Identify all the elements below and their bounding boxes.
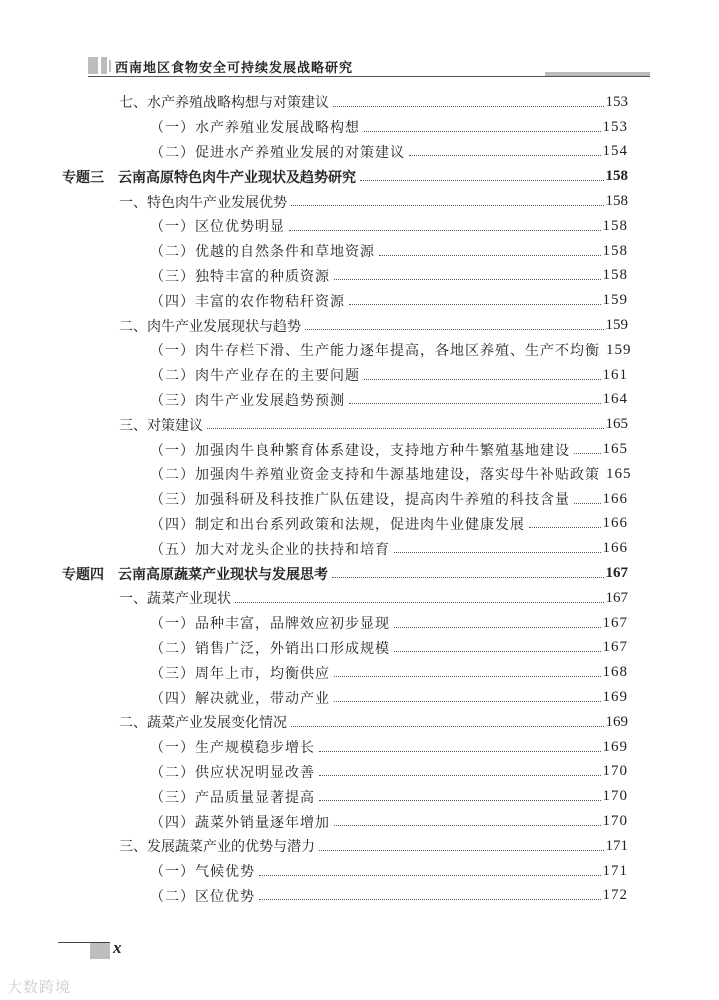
toc-entry-title: （一）品种丰富，品牌效应初步显现 bbox=[150, 616, 390, 633]
toc-entry[interactable] bbox=[150, 685, 628, 710]
dot-leader bbox=[394, 552, 601, 553]
toc-entry-title: （二）销售广泛，外销出口形成规模 bbox=[150, 640, 390, 657]
toc-entry-title: （一）肉牛存栏下滑、生产能力逐年提高，各地区养殖、生产不均衡 bbox=[150, 343, 600, 360]
dot-leader bbox=[364, 379, 601, 380]
toc-entry-page: 158 bbox=[605, 193, 628, 210]
toc-entry[interactable] bbox=[150, 338, 632, 363]
dot-leader bbox=[409, 155, 601, 156]
dot-leader bbox=[334, 676, 601, 677]
toc-entry-page: 166 bbox=[602, 490, 628, 507]
toc-entry[interactable] bbox=[150, 859, 628, 884]
toc-entry-page: 171 bbox=[602, 862, 628, 879]
toc-entry-page: 169 bbox=[605, 713, 628, 730]
dot-leader bbox=[379, 255, 601, 256]
toc-entry-page: 170 bbox=[602, 813, 628, 830]
toc-entry-title: （一）区位优势明显 bbox=[150, 219, 285, 236]
header-rule bbox=[88, 76, 650, 77]
toc-entry[interactable] bbox=[150, 462, 632, 487]
toc-entry-page: 167 bbox=[602, 614, 628, 631]
dot-leader bbox=[574, 503, 601, 504]
dot-leader bbox=[319, 850, 604, 851]
dot-leader bbox=[394, 627, 601, 628]
toc-entry-title: （三）产品质量显著提高 bbox=[150, 789, 315, 806]
toc-entry-title: （二）供应状况明显改善 bbox=[150, 764, 315, 781]
dot-leader bbox=[334, 825, 601, 826]
toc-entry-page: 167 bbox=[602, 639, 628, 656]
toc-entry[interactable] bbox=[150, 735, 628, 760]
toc-entry-page: 158 bbox=[602, 217, 628, 234]
toc-entry[interactable] bbox=[150, 512, 628, 537]
dot-leader bbox=[333, 106, 604, 107]
toc-entry-page: 166 bbox=[602, 515, 628, 532]
toc-entry-title: （二）促进水产养殖业发展的对策建议 bbox=[150, 144, 405, 161]
dot-leader bbox=[349, 304, 601, 305]
toc-entry-title: 专题三 云南高原特色肉牛产业现状及趋势研究 bbox=[62, 169, 356, 186]
watermark-logo: 大数跨境 bbox=[7, 978, 72, 996]
header-decor-block bbox=[101, 57, 107, 74]
toc-entry-title: （二）区位优势 bbox=[150, 888, 255, 905]
toc-entry[interactable] bbox=[150, 288, 628, 313]
toc-entry-title: （四）蔬菜外销量逐年增加 bbox=[150, 814, 330, 831]
dot-leader bbox=[334, 701, 601, 702]
toc-entry-page: 158 bbox=[602, 242, 628, 259]
toc-entry-page: 168 bbox=[602, 664, 628, 681]
toc-entry-page: 158 bbox=[602, 267, 628, 284]
toc-entry[interactable] bbox=[119, 586, 628, 611]
toc-entry-title: （四）制定和出台系列政策和法规，促进肉牛业健康发展 bbox=[150, 516, 525, 533]
toc-entry[interactable] bbox=[150, 611, 628, 636]
toc-entry-page: 159 bbox=[605, 317, 628, 334]
toc-entry[interactable] bbox=[150, 363, 628, 388]
toc-entry-title: （一）气候优势 bbox=[150, 864, 255, 881]
toc-entry[interactable] bbox=[150, 884, 628, 909]
dot-leader bbox=[291, 726, 604, 727]
page-number: x bbox=[113, 938, 122, 957]
toc-entry-page: 170 bbox=[602, 788, 628, 805]
toc-entry-page: 169 bbox=[602, 689, 628, 706]
dot-leader bbox=[529, 527, 601, 528]
toc-entry-page: 158 bbox=[605, 168, 628, 185]
dot-leader bbox=[394, 651, 601, 652]
toc-entry-title: （一）加强肉牛良种繁育体系建设，支持地方种牛繁殖基地建设 bbox=[150, 442, 570, 459]
toc-entry-title: 三、发展蔬菜产业的优势与潜力 bbox=[119, 839, 315, 856]
dot-leader bbox=[319, 800, 601, 801]
toc-entry[interactable] bbox=[150, 239, 628, 264]
toc-entry-page: 165 bbox=[602, 441, 628, 458]
dot-leader bbox=[334, 279, 601, 280]
toc-entry-page: 172 bbox=[602, 887, 628, 904]
toc-entry-page: 154 bbox=[602, 143, 628, 160]
toc-entry-page: 164 bbox=[602, 391, 628, 408]
toc-entry-title: （四）丰富的农作物秸秆资源 bbox=[150, 293, 345, 310]
toc-entry-page: 169 bbox=[602, 738, 628, 755]
toc-entry-page: 166 bbox=[602, 540, 628, 557]
toc-entry-page: 171 bbox=[605, 837, 628, 854]
dot-leader bbox=[235, 602, 604, 603]
toc-entry-title: （二）肉牛产业存在的主要问题 bbox=[150, 368, 360, 385]
toc-entry-title: （三）周年上市，均衡供应 bbox=[150, 665, 330, 682]
header-decor-block bbox=[109, 60, 111, 72]
toc-entry-title: （一）生产规模稳步增长 bbox=[150, 740, 315, 757]
toc-entry[interactable] bbox=[119, 189, 628, 214]
toc-entry-title: 三、对策建议 bbox=[119, 417, 203, 434]
dot-leader bbox=[207, 428, 604, 429]
dot-leader bbox=[259, 899, 601, 900]
dot-leader bbox=[289, 230, 601, 231]
toc-entry-page: 159 bbox=[606, 341, 632, 358]
dot-leader bbox=[574, 453, 601, 454]
toc-entry-page: 165 bbox=[606, 465, 632, 482]
running-header-title: 西南地区食物安全可持续发展战略研究 bbox=[115, 61, 354, 76]
toc-entry-title: 一、特色肉牛产业发展优势 bbox=[119, 194, 287, 211]
dot-leader bbox=[291, 205, 604, 206]
toc-entry-title: 一、蔬菜产业现状 bbox=[119, 591, 231, 608]
toc-entry[interactable] bbox=[119, 90, 628, 115]
dot-leader bbox=[259, 875, 601, 876]
toc-entry-title: （三）独特丰富的种质资源 bbox=[150, 268, 330, 285]
dot-leader bbox=[305, 329, 604, 330]
toc-entry[interactable] bbox=[150, 437, 628, 462]
dot-leader bbox=[360, 180, 604, 181]
toc-entry[interactable] bbox=[150, 264, 628, 289]
toc-entry[interactable] bbox=[150, 809, 628, 834]
toc-entry-page: 167 bbox=[605, 589, 628, 606]
toc-entry[interactable] bbox=[119, 710, 628, 735]
dot-leader bbox=[349, 403, 601, 404]
toc-entry[interactable] bbox=[150, 388, 628, 413]
toc-entry[interactable] bbox=[150, 115, 628, 140]
toc-entry-title: 专题四 云南高原蔬菜产业现状与发展思考 bbox=[62, 566, 328, 583]
toc-entry-page: 165 bbox=[605, 416, 628, 433]
toc-entry-title: （三）肉牛产业发展趋势预测 bbox=[150, 392, 345, 409]
toc-entry-page: 153 bbox=[605, 93, 628, 110]
toc-entry[interactable] bbox=[150, 140, 628, 165]
footer-decor-block bbox=[90, 943, 110, 959]
dot-leader bbox=[319, 751, 601, 752]
toc-entry[interactable] bbox=[62, 561, 628, 586]
dot-leader bbox=[332, 577, 604, 578]
toc-entry[interactable] bbox=[119, 313, 628, 338]
toc-entry-page: 153 bbox=[602, 118, 628, 135]
header-decor-block bbox=[88, 57, 98, 74]
toc-entry[interactable] bbox=[150, 214, 628, 239]
toc-entry-page: 167 bbox=[605, 565, 628, 582]
toc-entry-page: 170 bbox=[602, 763, 628, 780]
dot-leader bbox=[319, 775, 601, 776]
toc-entry-title: （二）加强肉牛养殖业资金支持和牛源基地建设，落实母牛补贴政策 bbox=[150, 467, 600, 484]
toc-entry[interactable] bbox=[150, 784, 628, 809]
toc-entry[interactable] bbox=[119, 412, 628, 437]
toc-entry[interactable] bbox=[150, 660, 628, 685]
toc-entry[interactable] bbox=[150, 760, 628, 785]
toc-entry-title: （四）解决就业，带动产业 bbox=[150, 690, 330, 707]
toc-entry[interactable] bbox=[150, 487, 628, 512]
toc-entry-title: （一）水产养殖业发展战略构想 bbox=[150, 120, 360, 137]
dot-leader bbox=[364, 131, 601, 132]
toc-entry-page: 159 bbox=[602, 292, 628, 309]
header-rule-accent bbox=[545, 72, 650, 76]
toc-entry-title: （二）优越的自然条件和草地资源 bbox=[150, 244, 375, 261]
toc-entry-page: 161 bbox=[602, 366, 628, 383]
toc-entry[interactable] bbox=[150, 636, 628, 661]
toc-entry-title: （三）加强科研及科技推广队伍建设，提高肉牛养殖的科技含量 bbox=[150, 492, 570, 509]
toc-entry-title: 二、肉牛产业发展现状与趋势 bbox=[119, 318, 301, 335]
toc-entry-title: 七、水产养殖战略构想与对策建议 bbox=[119, 95, 329, 112]
toc-entry-title: （五）加大对龙头企业的扶持和培育 bbox=[150, 541, 390, 558]
toc-entry[interactable] bbox=[119, 834, 628, 859]
toc-entry-title: 二、蔬菜产业发展变化情况 bbox=[119, 715, 287, 732]
toc-entry[interactable] bbox=[150, 536, 628, 561]
toc-entry[interactable] bbox=[62, 164, 628, 189]
